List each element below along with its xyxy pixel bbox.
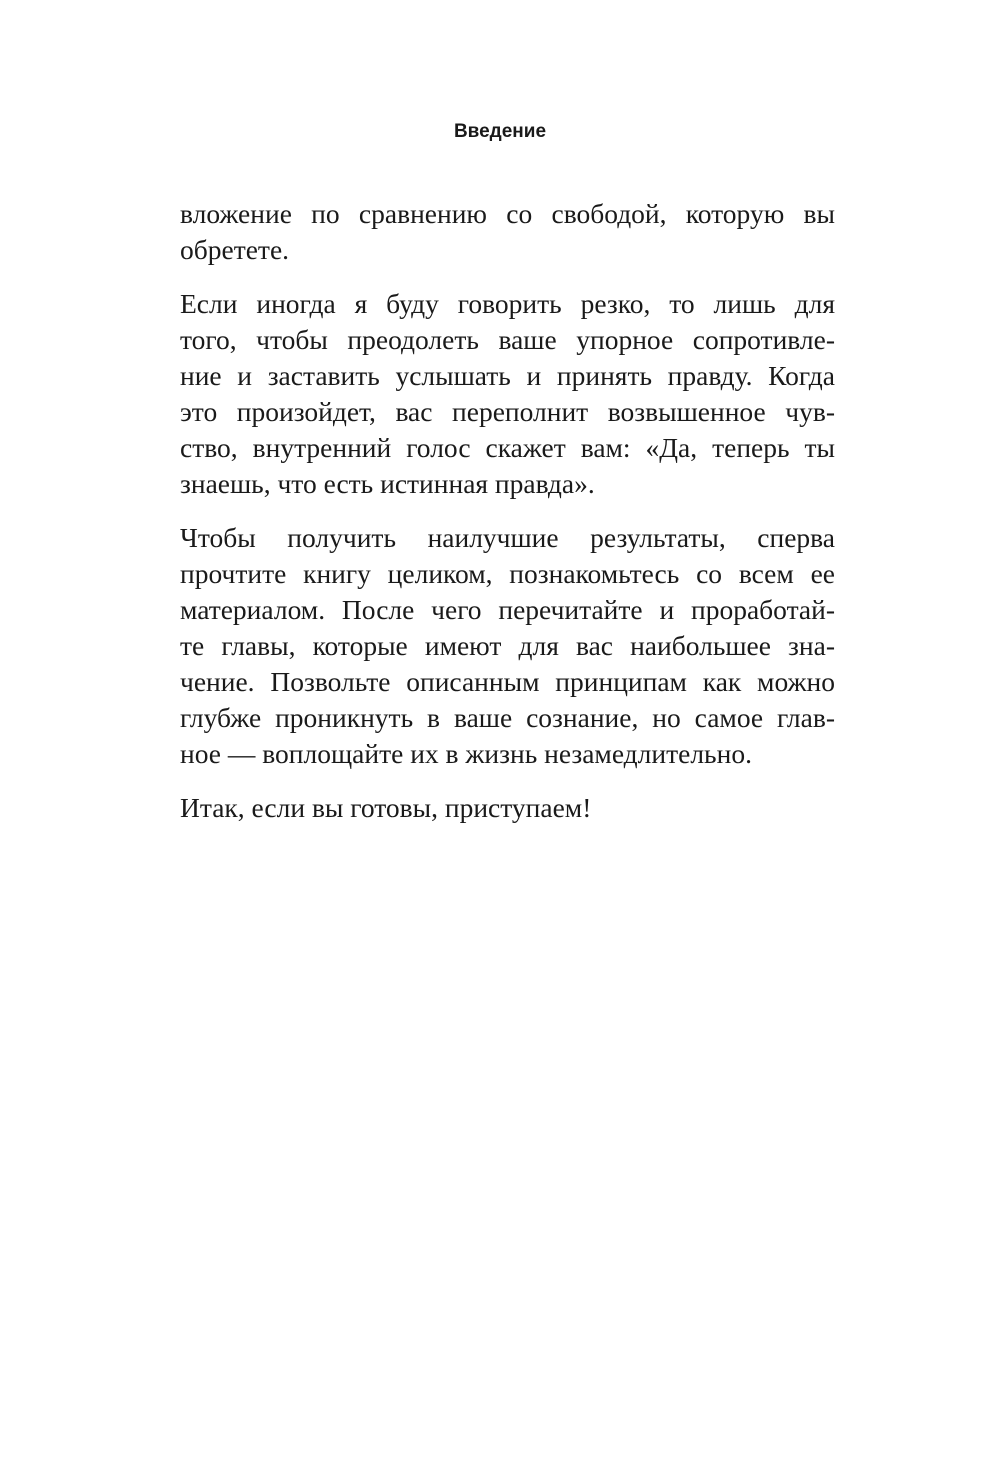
paragraph-4: [180, 790, 835, 826]
text-line: те главы, которые имеют для вас наибольшее зна-: [180, 630, 835, 661]
text-line: Чтобы получить наилучшие результаты, сперва: [180, 522, 835, 553]
paragraph-1: [180, 196, 835, 268]
text-line: ство, внутренний голос скажет вам: «Да, теперь ты: [180, 432, 835, 463]
text-line: того, чтобы преодолеть ваше упорное сопротивле-: [180, 324, 835, 355]
text-line: это произойдет, вас переполнит возвышенное чув-: [180, 396, 835, 427]
text-line: материалом. После чего перечитайте и проработай-: [180, 594, 835, 625]
text-line: Итак, если вы готовы, приступаем!: [180, 792, 592, 823]
text-line: глубже проникнуть в ваше сознание, но самое глав-: [180, 702, 835, 733]
text-line: чение. Позвольте описанным принципам как можно: [180, 666, 835, 697]
text-line: вложение по сравнению со свободой, которую вы: [180, 198, 835, 229]
text-line: ное — воплощайте их в жизнь незамедлительно.: [180, 738, 752, 769]
text-line: Если иногда я буду говорить резко, то лишь для: [180, 288, 835, 319]
running-head: Введение: [453, 121, 547, 142]
text-line: прочтите книгу целиком, познакомьтесь со всем ее: [180, 558, 835, 589]
paragraph-2: [180, 286, 835, 502]
body-text: [180, 196, 835, 844]
paragraph-3: [180, 520, 835, 772]
text-line: обретете.: [180, 234, 290, 265]
text-line: ние и заставить услышать и принять правду. Когда: [180, 360, 835, 391]
text-line: знаешь, что есть истинная правда».: [180, 468, 595, 499]
